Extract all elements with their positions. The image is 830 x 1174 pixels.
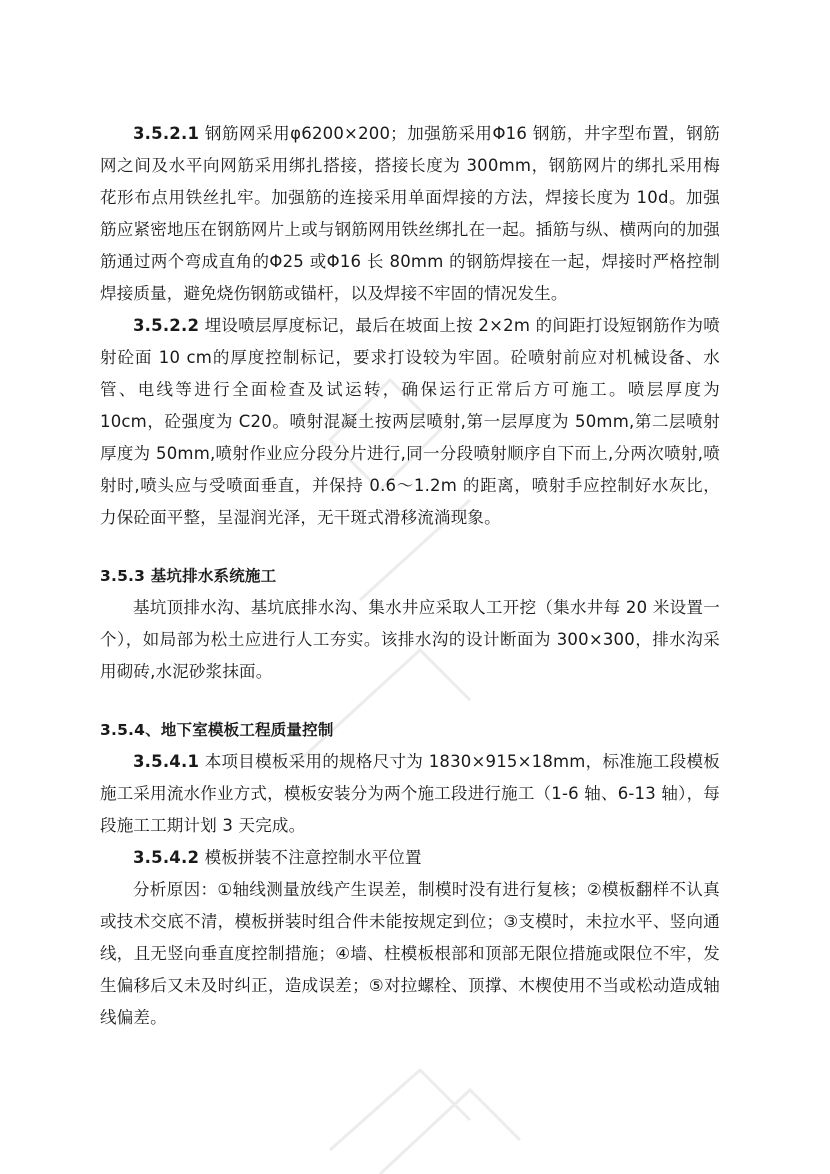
paragraph-drainage: 基坑顶排水沟、基坑底排水沟、集水井应采取人工开挖（集水井每 20 米设置一个），如局部为松土应进行人工夯实。该排水沟的设计断面为 300×300，排水沟采用砌砖,水泥砂浆抹面。	[100, 598, 720, 681]
clause-number: 3.5.2.2	[133, 316, 200, 335]
paragraph-text: 本项目模板采用的规格尺寸为 1830×915×18mm，标准施工段模板施工采用流水作业方式，模板安装分为两个施工段进行施工（1-6 轴、6-13 轴），每段施工工期计划 3 天完成。	[100, 752, 720, 835]
paragraph-text: 模板拼装不注意控制水平位置	[199, 848, 422, 867]
section-heading-3-5-4: 3.5.4、地下室模板工程质量控制	[100, 721, 334, 739]
paragraph-3-5-4-2	[100, 842, 720, 874]
spacer	[100, 688, 720, 714]
paragraph-3-5-2-1	[100, 118, 720, 310]
paragraph-text: 埋设喷层厚度标记，最后在坡面上按 2×2m 的间距打设短钢筋作为喷射砼面 10 cm的厚度控制标记，要求打设较为牢固。砼喷射前应对机械设备、水管、电线等进行全面检查及试运转，确保运行正常后方可施工。喷层厚度为 10cm，砼强度为 C20。喷射混凝土按两层喷射,第一层厚度为 50mm,第二层喷射厚度为 50mm,喷射作业应分段分片进行,同一分段喷射顺序自下而上,分两次喷射,喷射时,喷头应与受喷面垂直，并保持 0.6～1.2m 的距离，喷射手应控制好水灰比，力保砼面平整，呈湿润光泽，无干斑式滑移流淌现象。	[100, 316, 720, 527]
paragraph-analysis: 分析原因：①轴线测量放线产生误差，制模时没有进行复核；②模板翻样不认真或技术交底不清，模板拼装时组合件未能按规定到位；③支模时，未拉水平、竖向通线，且无竖向垂直度控制措施；④墙、柱模板根部和顶部无限位措施或限位不牢，发生偏移后又未及时纠正，造成误差；⑤对拉螺栓、顶撑、木楔使用不当或松动造成轴线偏差。	[100, 880, 720, 1027]
clause-number: 3.5.2.1	[133, 124, 200, 143]
paragraph-3-5-2-2	[100, 310, 720, 534]
spacer	[100, 534, 720, 560]
clause-number: 3.5.4.2	[133, 848, 200, 867]
clause-number: 3.5.4.1	[133, 752, 200, 771]
paragraph-3-5-4-1	[100, 746, 720, 842]
paragraph-text: 钢筋网采用φ6200×200；加强筋采用Φ16 钢筋，井字型布置，钢筋网之间及水平向网筋采用绑扎搭接，搭接长度为 300mm，钢筋网片的绑扎采用梅花形布点用铁丝扎牢。加强筋的连接采用单面焊接的方法，焊接长度为 10d。加强筋应紧密地压在钢筋网片上或与钢筋网用铁丝绑扎在一起。插筋与纵、横两向的加强筋通过两个弯成直角的Φ25 或Φ16 长 80mm 的钢筋焊接在一起，焊接时严格控制焊接质量，避免烧伤钢筋或锚杆，以及焊接不牢固的情况发生。	[100, 124, 720, 303]
section-heading-3-5-3: 3.5.3 基坑排水系统施工	[100, 567, 277, 585]
document-body	[100, 118, 720, 1034]
